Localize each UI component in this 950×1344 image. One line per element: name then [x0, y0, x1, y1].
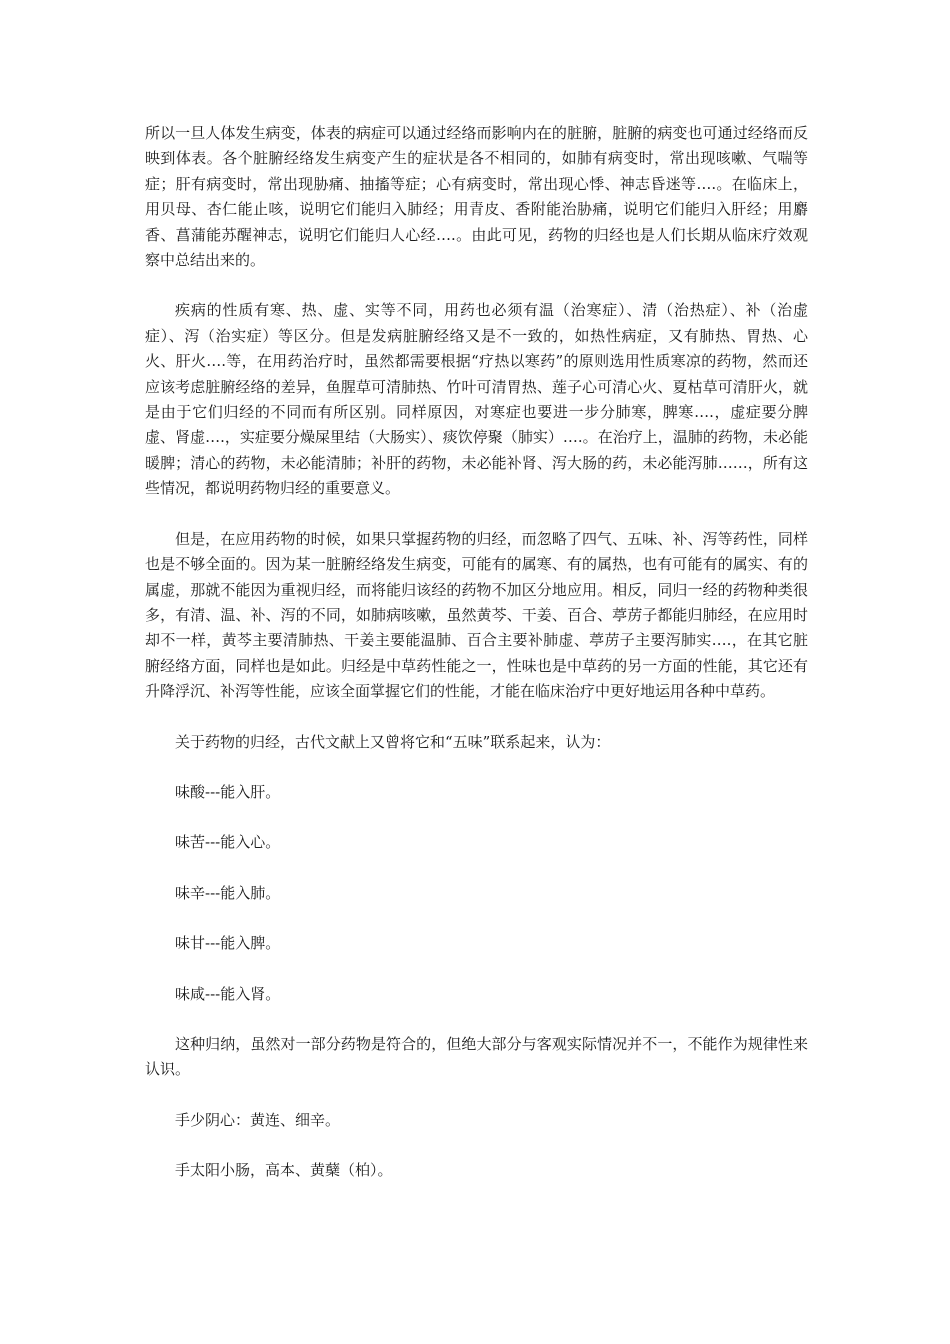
- flavor-sour-line: 味酸---能入肝。: [175, 782, 281, 801]
- document-page: [145, 121, 808, 1184]
- meridian-small-intestine-line: 手太阳小肠，高本、黄蘖（柏）。: [175, 1161, 393, 1180]
- flavor-sweet-line: 味甘---能入脾。: [175, 934, 281, 953]
- flavor-bitter-line: 味苦---能入心。: [175, 833, 281, 852]
- paragraph-summary: 这种归纳，虽然对一部分药物是符合的，但绝大部分与客观实际情况并不一，不能作为规律性来认识。: [145, 1034, 808, 1079]
- meridian-heart-line: 手少阴心：黄连、细辛。: [175, 1110, 341, 1129]
- flavor-salty-line: 味咸---能入肾。: [175, 984, 281, 1003]
- paragraph-five-flavors-intro: 关于药物的归经，古代文献上又曾将它和“五味”联系起来，认为：: [175, 732, 611, 751]
- paragraph-meridian-intro: 所以一旦人体发生病变，体表的病症可以通过经络而影响内在的脏腑，脏腑的病变也可通过经络而反映到体表。各个脏腑经络发生病变产生的症状是各不相同的，如肺有病变时，常出现咳嗽、气喘等症；肝有病变时，常出现胁痛、抽搐等症；心有病变时，常出现心悸、神志昏迷等….。在临床上，用贝母、杏仁能止咳，说明它们能归入肺经；用青皮、香附能治胁痛，说明它们能归入肝经；用麝香、菖蒲能苏醒神志，说明它们能归人心经….。由此可见，药物的归经也是人们长期从临床疗效观察中总结出来的。: [145, 124, 808, 270]
- flavor-pungent-line: 味辛---能入肺。: [175, 883, 281, 902]
- paragraph-disease-nature: 疾病的性质有寒、热、虚、实等不同，用药也必须有温（治寒症）、清（治热症）、补（治虚症）、泻（治实症）等区分。但是发病脏腑经络又是不一致的，如热性病症，又有肺热、胃热、心火、肝火….等，在用药治疗时，虽然都需要根据“疗热以寒药”的原则选用性质寒凉的药物，然而还应该考虑脏腑经络的差异，鱼腥草可清肺热、竹叶可清胃热、莲子心可清心火、夏枯草可清肝火，就是由于它们归经的不同而有所区别。同样原因，对寒症也要进一步分肺寒，脾寒….，虚症要分脾虚、肾虚….，实症要分燥屎里结（大肠实）、痰饮停聚（肺实）….。在治疗上，温肺的药物，未必能暖脾；清心的药物，未必能清肺；补肝的药物，未必能补肾、泻大肠的药，未必能泻肺……，所有这些情况，都说明药物归经的重要意义。: [145, 301, 808, 498]
- paragraph-application: 但是，在应用药物的时候，如果只掌握药物的归经，而忽略了四气、五味、补、泻等药性，同样也是不够全面的。因为某一脏腑经络发生病变，可能有的属寒、有的属热，也有可能有的属实、有的属虚，那就不能因为重视归经，而将能归该经的药物不加区分地应用。相反，同归一经的药物种类很多，有清、温、补、泻的不同，如肺病咳嗽，虽然黄芩、干姜、百合、葶苈子都能归肺经，在应用时却不一样，黄芩主要清肺热、干姜主要能温肺、百合主要补肺虚、葶苈子主要泻肺实….，在其它脏腑经络方面，同样也是如此。归经是中草药性能之一，性味也是中草药的另一方面的性能，其它还有升降浮沉、补泻等性能，应该全面掌握它们的性能，才能在临床治疗中更好地运用各种中草药。: [145, 529, 808, 701]
